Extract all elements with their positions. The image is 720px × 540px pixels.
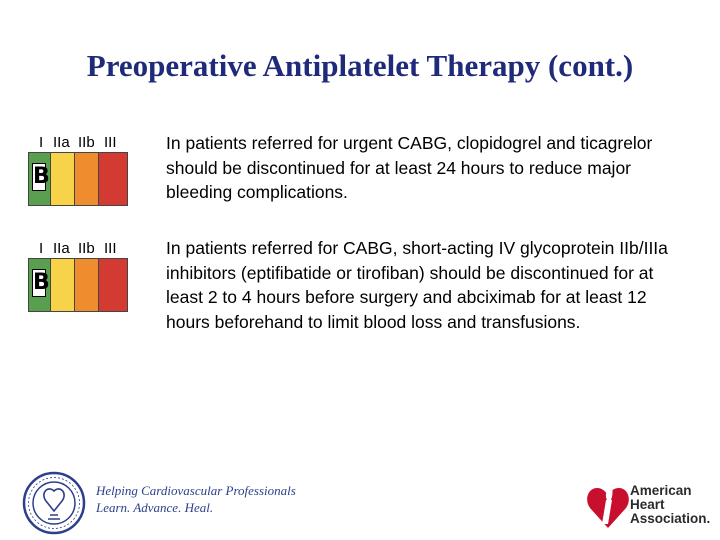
class-labels: [28, 240, 128, 258]
class-iia-bar: [51, 259, 75, 311]
level-of-evidence-badge: B: [33, 164, 50, 189]
aha-wordmark: [630, 484, 710, 526]
class-label-iib: IIb: [78, 134, 95, 151]
class-label-i: I: [39, 240, 44, 257]
class-iia-bar: [51, 153, 75, 205]
class-iib-bar: [75, 153, 99, 205]
class-iib-bar: [75, 259, 99, 311]
acc-tagline-line1: Helping Cardiovascular Professionals: [96, 483, 296, 498]
recommendation-class-indicator: [28, 134, 128, 206]
class-i-bar: [29, 153, 51, 205]
class-label-iii: III: [104, 240, 117, 257]
aha-line3: Association.: [630, 511, 711, 526]
recommendation-text: In patients referred for CABG, short-acting IV glycoprotein IIb/IIIa inhibitors (eptifibatide or tirofiban) should be discontinued for at least 2 to 4 hours before surgery and abciximab for at least 12 hours beforehand to limit blood loss and transfusions.: [166, 238, 668, 332]
recommendation-class-indicator: [28, 240, 128, 312]
class-label-i: I: [39, 134, 44, 151]
heart-torch-logo-icon: [586, 478, 630, 530]
aha-line2: Heart: [630, 497, 665, 512]
class-label-iia: IIa: [53, 134, 70, 151]
aha-line1: American: [630, 483, 692, 498]
class-bars: [28, 152, 128, 206]
acc-tagline-line2: Learn. Advance. Heal.: [96, 500, 214, 515]
acc-tagline: [96, 482, 296, 516]
level-of-evidence-badge: B: [33, 270, 50, 295]
slide-title: Preoperative Antiplatelet Therapy (cont.): [86, 48, 634, 83]
recommendation-text: In patients referred for urgent CABG, clopidogrel and ticagrelor should be discontinued for at least 24 hours to reduce major bleeding complications.: [166, 133, 653, 202]
class-iii-bar: [99, 153, 127, 205]
class-label-iii: III: [104, 134, 117, 151]
acc-seal-logo-icon: [22, 471, 86, 535]
class-label-iib: IIb: [78, 240, 95, 257]
class-bars: [28, 258, 128, 312]
class-iii-bar: [99, 259, 127, 311]
class-labels: [28, 134, 128, 152]
class-i-bar: [29, 259, 51, 311]
class-label-iia: IIa: [53, 240, 70, 257]
